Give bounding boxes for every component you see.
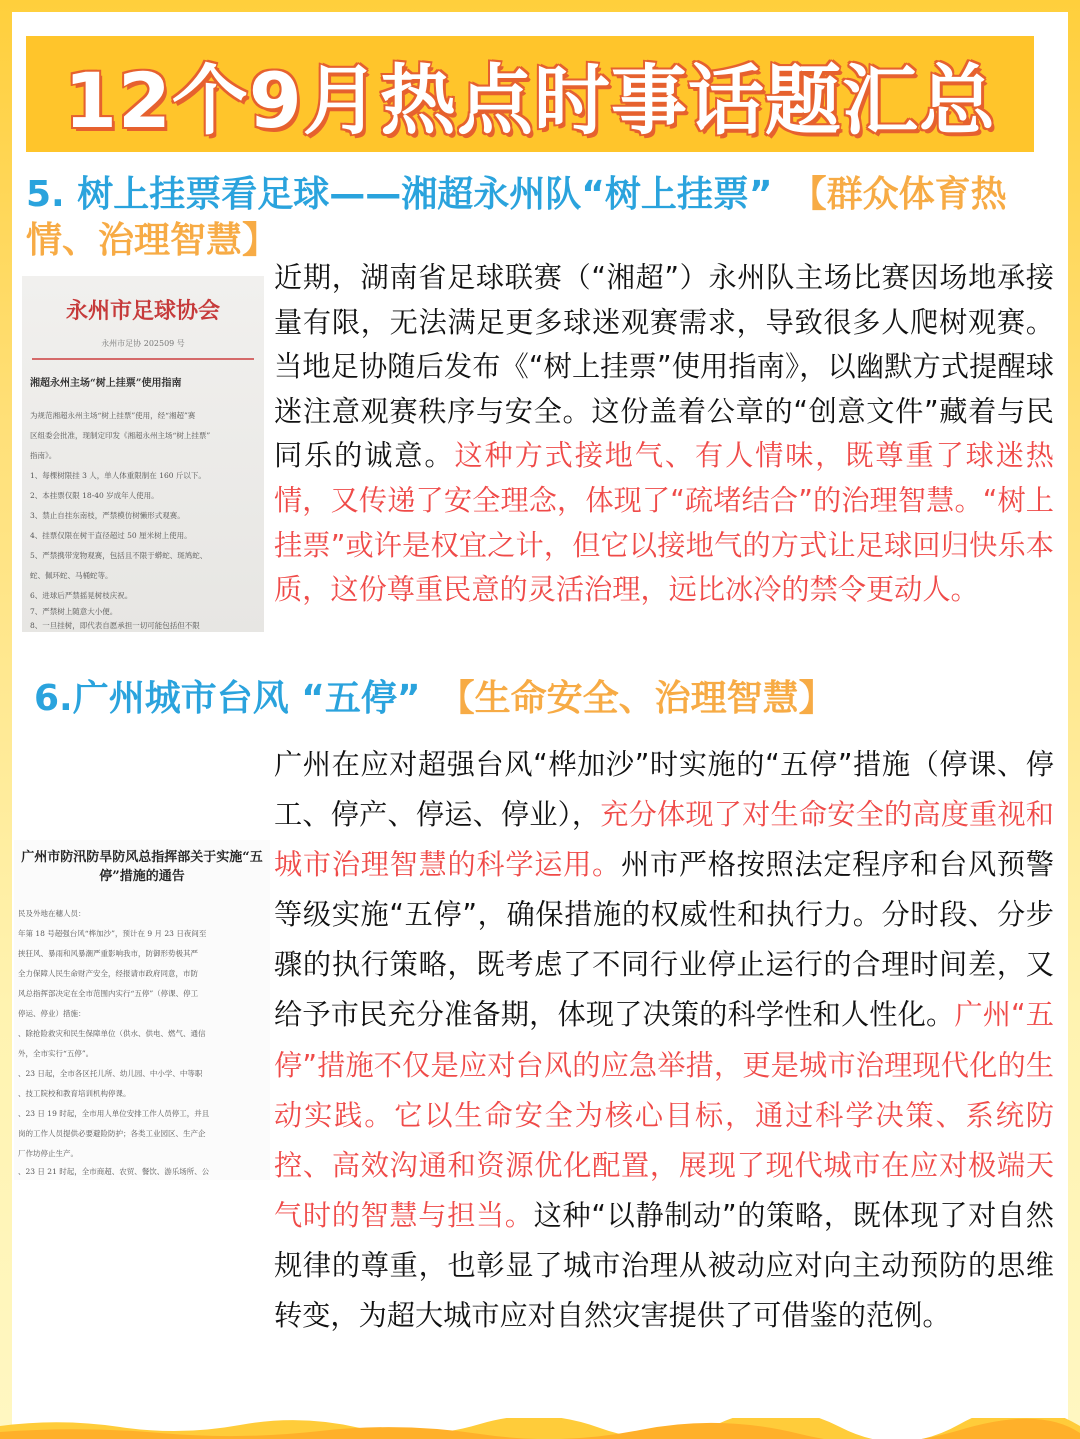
- doc-rule-line: 6、进球后严禁摇晃树枝庆祝。: [30, 591, 133, 600]
- doc2-line: 、除抢险救灾和民生保障单位（供水、供电、燃气、通信: [18, 1029, 206, 1038]
- section-5-body-highlight: 这种方式接地气、有人情味，既尊重了球迷热情，又传递了安全理念，体现了“疏堵结合”的治理智慧。“树上挂票”或许是权宜之计，但它以接地气的方式让足球回归快乐本质，这份尊重民意的灵活治理，远比冰冷的禁令更动人。: [274, 439, 1054, 607]
- doc2-line: 、技工院校和教育培训机构停课。: [18, 1089, 131, 1098]
- section-5-heading: [26, 172, 1056, 264]
- doc2-line: 年第 18 号超强台风“桦加沙”，预计在 9 月 23 日夜间至: [18, 929, 207, 938]
- section-6-heading: [34, 676, 1064, 722]
- doc-intro-line: 指南》。: [30, 451, 57, 460]
- section-5-heading-main: 5. 树上挂票看足球——湘超永州队“树上挂票”: [26, 174, 773, 215]
- section-6-body: [274, 740, 1054, 1341]
- doc-title: 湘超永州主场“树上挂票”使用指南: [30, 378, 182, 389]
- doc-number: 永州市足协 202509 号: [101, 339, 185, 348]
- doc-rule-line: 蛇、佩环蛇、马桶蛇等。: [30, 571, 113, 580]
- section-5-heading-tag: 【群众体育热情、治理智慧】: [26, 174, 1007, 261]
- section-6-body-text: 广州在应对超强台风“桦加沙”时实施的“五停”措施（停课、停工、停产、停运、停业），: [274, 748, 1054, 832]
- doc2-line: 、23 日 19 时起，全市用人单位安排工作人员停工，并且: [18, 1109, 210, 1118]
- doc2-line: 风总指挥部决定在全市范围内实行“五停”（停课、停工: [18, 989, 199, 998]
- doc-rule-line: 2、本挂票仅限 18-40 岁成年人使用。: [30, 491, 159, 500]
- doc2-line: 停运、停业）措施：: [18, 1009, 86, 1018]
- section-6-body-text: 这种“以静制动”的策略，既体现了对自然规律的尊重，也彰显了城市治理从被动应对向主动预防的思维转变，为超大城市应对自然灾害提供了可借鉴的范例。: [274, 1198, 1054, 1333]
- doc-org-name: 永州市足球协会: [65, 298, 220, 324]
- doc2-line: 挟狂风、暴雨和风暴潮严重影响我市，防御形势极其严: [18, 949, 198, 958]
- doc-rule-line: 8、一旦挂树，即代表自愿承担一切可能包括但不限: [30, 621, 200, 630]
- doc-rule-line: 5、严禁携带宠物观赛，包括且不限于蟒蛇、斑鸠蛇、: [30, 551, 208, 560]
- section-6-body-highlight: 充分体现了对生命安全的高度重视和城市治理智慧的科学运用。: [274, 798, 1054, 882]
- doc2-line: 全力保障人民生命财产安全，经报请市政府同意，市防: [18, 969, 198, 978]
- doc-rule-line: 4、挂票仅限在树干直径超过 50 厘米树上使用。: [30, 531, 192, 540]
- doc-rule-line: 7、严禁树上随意大小便。: [30, 607, 118, 616]
- section-6-body-highlight: 广州“五停”措施不仅是应对台风的应急举措，更是城市治理现代化的生动实践。它以生命安全为核心目标，通过科学决策、系统防控、高效沟通和资源优化配置，展现了现代城市在应对极端天气时的智慧与担当。: [274, 998, 1054, 1232]
- title-banner: [26, 36, 1034, 152]
- typhoon-notice-document-image: [14, 840, 270, 1180]
- doc2-line: 岗的工作人员提供必要避险防护；各类工业园区、生产企: [18, 1129, 206, 1138]
- doc2-line: 、23 日 21 时起，全市商超、农贸、餐饮、游乐场所、公: [18, 1167, 210, 1176]
- doc2-line: 、23 日起，全市各区托儿所、幼儿园、中小学、中等职: [18, 1069, 203, 1078]
- section-5-body: [274, 256, 1054, 613]
- football-association-document-image: [22, 276, 264, 632]
- page-title: 12个9月热点时事话题汇总: [64, 55, 996, 145]
- doc-intro-line: 为规范湘超永州主场“树上挂票”使用，经“湘超”赛: [30, 411, 196, 420]
- bottom-brush-decoration: [0, 1418, 1080, 1439]
- section-6-heading-tag: 【生命安全、治理智慧】: [456, 678, 835, 719]
- section-6-body-text: 州市严格按照法定程序和台风预警等级实施“五停”，确保措施的权威性和执行力。分时段、分步骤的执行策略，既考虑了不同行业停止运行的合理时间差，又给予市民充分准备期，体现了决策的科学性和人性化。: [274, 848, 1054, 1032]
- doc-rule-line: 1、每棵树限挂 3 人，单人体重限制在 160 斤以下。: [30, 471, 206, 480]
- doc2-line: 民及外地在穗人员：: [18, 909, 86, 918]
- doc-rule-line: 3、禁止自挂东南枝，严禁模仿树懒形式观赛。: [30, 511, 185, 520]
- section-5-body-text: 近期，湖南省足球联赛（“湘超”）永州队主场比赛因场地承接量有限，无法满足更多球迷观赛需求，导致很多人爬树观赛。当地足协随后发布《“树上挂票”使用指南》，以幽默方式提醒球迷注意观赛秩序与安全。这份盖着公章的“创意文件”藏着与民同乐的诚意。: [274, 261, 1054, 473]
- doc-intro-line: 区组委会批准，现制定印发《湘超永州主场“树上挂票”: [30, 431, 211, 440]
- doc2-line: 外，全市实行“五停”。: [18, 1049, 94, 1058]
- section-6-heading-main: 6.广州城市台风 “五停”: [34, 678, 421, 719]
- doc-red-divider: [32, 358, 254, 360]
- doc2-title: 广州市防汛防旱防风总指挥部关于实施“五停”措施的通告: [21, 850, 263, 884]
- doc2-line: 厂作坊停止生产。: [18, 1149, 78, 1158]
